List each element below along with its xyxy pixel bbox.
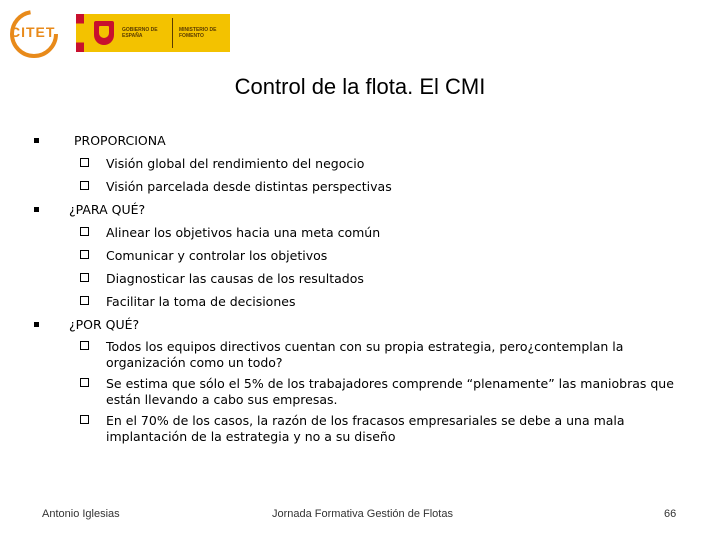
square-bullet-icon — [34, 138, 39, 143]
list-item: Diagnosticar las causas de los resultados — [34, 267, 674, 290]
list-item: Visión parcelada desde distintas perspectivas — [34, 175, 674, 198]
list-item: Alinear los objetivos hacia una meta común — [34, 221, 674, 244]
checkbox-bullet-icon — [80, 181, 89, 190]
page-number: 66 — [664, 508, 677, 520]
list-item: Comunicar y controlar los objetivos — [34, 244, 674, 267]
list-item: Visión global del rendimiento del negocio — [34, 152, 674, 175]
section-heading — [34, 129, 674, 152]
footer-event: Jornada Formativa Gestión de Flotas — [272, 508, 453, 520]
citet-logo-text: CITET — [10, 24, 56, 40]
slide-content — [34, 129, 674, 447]
gov-logo-divider — [172, 18, 173, 48]
section-heading-text: ¿POR QUÉ? — [69, 317, 140, 332]
checkbox-bullet-icon — [80, 273, 89, 282]
coat-of-arms-icon — [94, 21, 114, 45]
section-heading — [34, 198, 674, 221]
slide-title: Control de la flota. El CMI — [234, 74, 486, 99]
list-item: Facilitar la toma de decisiones — [34, 290, 674, 313]
government-logo — [76, 14, 230, 52]
checkbox-bullet-icon — [80, 378, 89, 387]
checkbox-bullet-icon — [80, 250, 89, 259]
section-heading-text: ¿PARA QUÉ? — [69, 202, 146, 217]
gov-logo-line1: GOBIERNO DE ESPAÑA — [122, 27, 158, 39]
section-para-que — [34, 198, 674, 313]
section-heading — [34, 313, 674, 336]
section-proporciona — [34, 129, 674, 198]
square-bullet-icon — [34, 207, 39, 212]
section-heading-text: PROPORCIONA — [74, 133, 166, 148]
list-item: Todos los equipos directivos cuentan con su propia estrategia, pero¿contemplan la organización como un todo? — [34, 336, 674, 373]
checkbox-bullet-icon — [80, 158, 89, 167]
section-por-que — [34, 313, 674, 447]
checkbox-bullet-icon — [80, 341, 89, 350]
checkbox-bullet-icon — [80, 296, 89, 305]
square-bullet-icon — [34, 322, 39, 327]
checkbox-bullet-icon — [80, 227, 89, 236]
spain-flag-icon — [76, 14, 84, 52]
checkbox-bullet-icon — [80, 415, 89, 424]
list-item: Se estima que sólo el 5% de los trabajadores comprende “plenamente” las maniobras que están llevando a cabo sus empresas. — [34, 373, 674, 410]
gov-logo-line2: MINISTERIO DE FOMENTO — [179, 27, 217, 39]
footer-author: Antonio Iglesias — [42, 508, 120, 520]
list-item: En el 70% de los casos, la razón de los fracasos empresariales se debe a una mala implantación de la estrategia y no a su diseño — [34, 410, 674, 447]
